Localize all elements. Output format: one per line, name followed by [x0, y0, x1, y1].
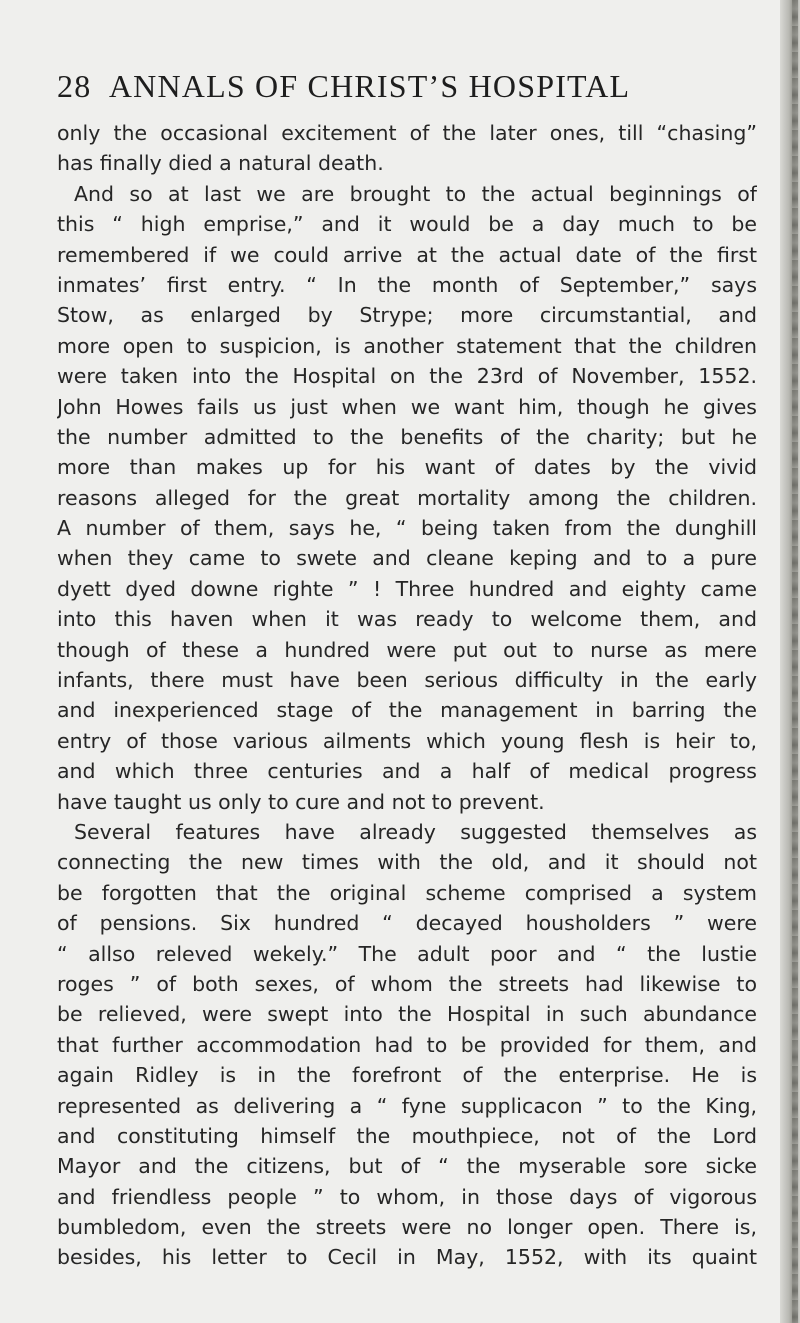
text-line: again Ridley is in the forefront of the enterprise. He is	[57, 1063, 757, 1088]
text-line: only the occasional excitement of the later ones, till “chasing”	[57, 121, 757, 145]
text-line: roges ” of both sexes, of whom the streets had likewise to	[57, 971, 757, 996]
text-line: more than makes up for his want of dates by the vivid	[57, 455, 757, 480]
text-line: A number of them, says he, “ being taken from the dunghill	[57, 516, 757, 541]
text-line: be forgotten that the original scheme comprised a system	[57, 880, 757, 905]
text-line: dyett dyed downe righte ” ! Three hundred and eighty came	[57, 576, 757, 601]
page-binding-shadow	[792, 0, 798, 1323]
running-title: ANNALS OF CHRIST’S HOSPITAL	[108, 68, 631, 104]
text-line: reasons alleged for the great mortality among the children.	[57, 485, 757, 510]
page-number: 28	[57, 68, 92, 104]
text-line: “ allso releved wekely.” The adult poor and “ the lustie	[57, 941, 757, 966]
text-line: And so at last we are brought to the actual beginnings of	[74, 181, 757, 206]
text-line: Stow, as enlarged by Strype; more circumstantial, and	[57, 303, 757, 328]
text-line: of pensions. Six hundred “ decayed housholders ” were	[57, 911, 757, 936]
text-line: besides, his letter to Cecil in May, 1552, with its quaint	[57, 1245, 757, 1270]
text-line: the number admitted to the benefits of the charity; but he	[57, 424, 757, 449]
text-line: and constituting himself the mouthpiece, not of the Lord	[57, 1123, 757, 1148]
text-line: more open to suspicion, is another statement that the children	[57, 333, 757, 358]
running-header	[57, 68, 757, 105]
text-line: and friendless people ” to whom, in those days of vigorous	[57, 1184, 757, 1209]
text-line: were taken into the Hospital on the 23rd of November, 1552.	[57, 364, 757, 389]
text-line: entry of those various ailments which young flesh is heir to,	[57, 728, 757, 753]
text-line: connecting the new times with the old, and it should not	[57, 850, 757, 875]
text-line: and inexperienced stage of the management in barring the	[57, 698, 757, 723]
text-line: when they came to swete and cleane keping and to a pure	[57, 546, 757, 571]
text-line: be relieved, were swept into the Hospital in such abundance	[57, 1002, 757, 1027]
text-line: has finally died a natural death.	[57, 151, 384, 176]
text-line: though of these a hundred were put out to nurse as mere	[57, 637, 757, 662]
body-text	[57, 118, 757, 1273]
text-line: Mayor and the citizens, but of “ the myserable sore sicke	[57, 1154, 757, 1179]
text-line: bumbledom, even the streets were no longer open. There is,	[57, 1215, 757, 1240]
text-line: and which three centuries and a half of medical progress	[57, 759, 757, 784]
text-line: this “ high emprise,” and it would be a day much to be	[57, 212, 757, 237]
text-line: John Howes fails us just when we want him, though he gives	[57, 394, 757, 419]
text-line: have taught us only to cure and not to prevent.	[57, 789, 545, 814]
text-line: remembered if we could arrive at the actual date of the first	[57, 242, 757, 267]
text-line: that further accommodation had to be provided for them, and	[57, 1032, 757, 1057]
text-line: Several features have already suggested themselves as	[74, 819, 757, 844]
text-line: inmates’ first entry. “ In the month of September,” says	[57, 272, 757, 297]
text-line: represented as delivering a “ fyne supplicacon ” to the King,	[57, 1093, 757, 1118]
text-line: infants, there must have been serious difficulty in the early	[57, 668, 757, 693]
text-line: into this haven when it was ready to welcome them, and	[57, 607, 757, 632]
